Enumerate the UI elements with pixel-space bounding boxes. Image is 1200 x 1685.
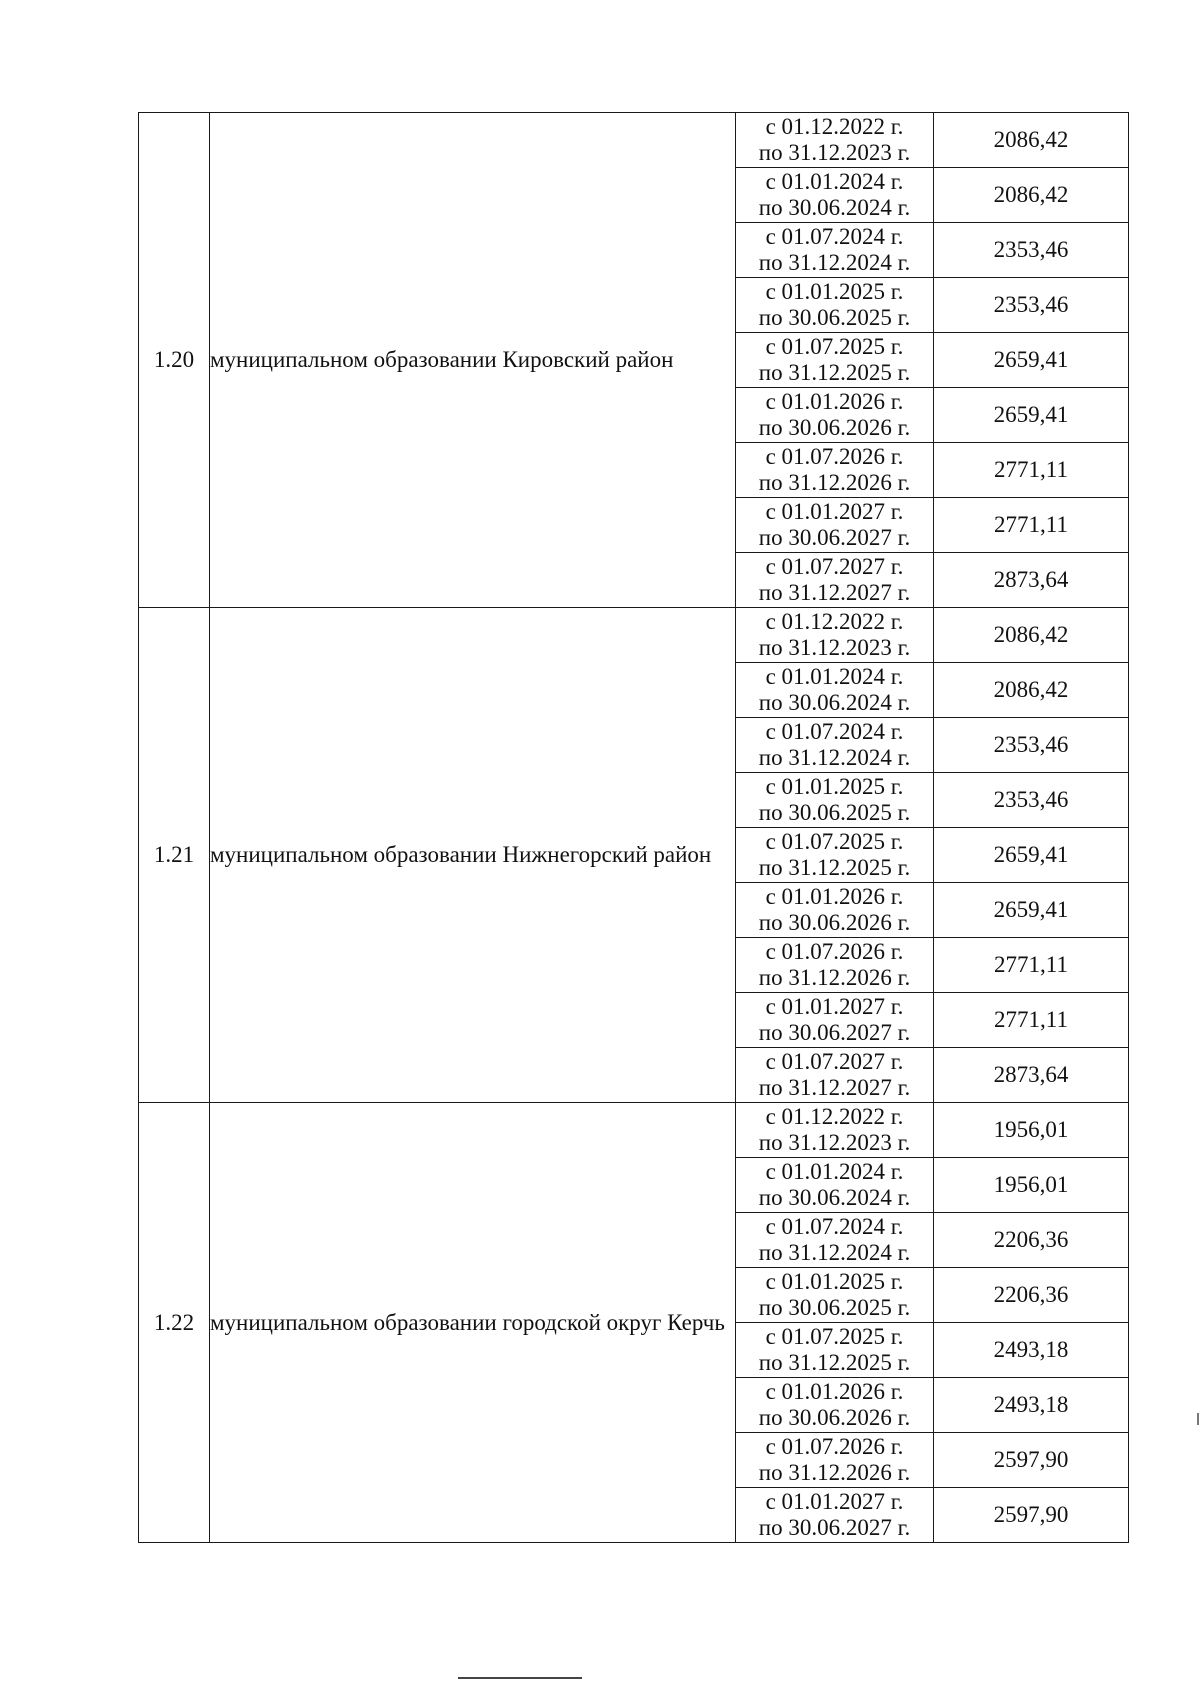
tariff-value: 2873,64 (934, 1048, 1129, 1103)
period-cell (736, 388, 934, 443)
period-cell (736, 1048, 934, 1103)
tariff-value: 2659,41 (934, 333, 1129, 388)
tariff-value: 2206,36 (934, 1268, 1129, 1323)
scan-mark (1197, 1413, 1199, 1425)
period-start: с 01.07.2026 г. (765, 939, 904, 964)
tariff-value: 2353,46 (934, 773, 1129, 828)
table-row (139, 113, 1129, 168)
period-cell (736, 1103, 934, 1158)
tariff-table-body (139, 113, 1129, 1543)
footer-line (458, 1677, 582, 1679)
tariff-value: 2597,90 (934, 1488, 1129, 1543)
period-cell (736, 333, 934, 388)
tariff-value: 2353,46 (934, 223, 1129, 278)
tariff-value: 2086,42 (934, 663, 1129, 718)
period-start: с 01.01.2026 г. (765, 389, 904, 414)
period-cell (736, 1378, 934, 1433)
period-start: с 01.12.2022 г. (765, 609, 904, 634)
tariff-value: 2771,11 (934, 938, 1129, 993)
period-cell (736, 883, 934, 938)
period-cell (736, 608, 934, 663)
period-start: с 01.01.2025 г. (765, 279, 904, 304)
period-cell (736, 1158, 934, 1213)
period-start: с 01.07.2026 г. (765, 444, 904, 469)
period-end: по 30.06.2025 г. (758, 800, 911, 825)
period-cell (736, 553, 934, 608)
tariff-value: 2771,11 (934, 993, 1129, 1048)
period-start: с 01.07.2026 г. (765, 1434, 904, 1459)
period-end: по 31.12.2023 г. (758, 140, 911, 165)
tariff-value: 2659,41 (934, 828, 1129, 883)
period-start: с 01.01.2027 г. (765, 994, 904, 1019)
period-end: по 30.06.2025 г. (758, 1295, 911, 1320)
period-start: с 01.01.2026 г. (765, 1379, 904, 1404)
period-end: по 30.06.2026 г. (758, 1405, 911, 1430)
tariff-value: 2086,42 (934, 608, 1129, 663)
period-cell (736, 168, 934, 223)
tariff-value: 2353,46 (934, 278, 1129, 333)
tariff-table (138, 112, 1129, 1543)
period-cell (736, 663, 934, 718)
period-end: по 31.12.2026 г. (758, 1460, 911, 1485)
table-row (139, 608, 1129, 663)
tariff-value: 2597,90 (934, 1433, 1129, 1488)
period-end: по 30.06.2026 г. (758, 415, 911, 440)
period-cell (736, 1433, 934, 1488)
period-end: по 31.12.2024 г. (758, 1240, 911, 1265)
period-end: по 30.06.2027 г. (758, 525, 911, 550)
period-cell (736, 498, 934, 553)
period-cell (736, 1323, 934, 1378)
municipality-name: муниципальном образовании городской округ Керчь (210, 1103, 736, 1543)
period-start: с 01.01.2024 г. (765, 169, 904, 194)
period-end: по 30.06.2024 г. (758, 1185, 911, 1210)
item-number: 1.22 (139, 1103, 210, 1543)
period-end: по 31.12.2025 г. (758, 360, 911, 385)
period-start: с 01.07.2025 г. (765, 829, 904, 854)
period-cell (736, 278, 934, 333)
tariff-value: 2353,46 (934, 718, 1129, 773)
period-end: по 31.12.2023 г. (758, 635, 911, 660)
period-start: с 01.07.2025 г. (765, 1324, 904, 1349)
tariff-value: 2493,18 (934, 1323, 1129, 1378)
period-end: по 31.12.2026 г. (758, 965, 911, 990)
period-end: по 31.12.2025 г. (758, 855, 911, 880)
period-cell (736, 113, 934, 168)
period-start: с 01.01.2026 г. (765, 884, 904, 909)
tariff-value: 2771,11 (934, 443, 1129, 498)
period-end: по 30.06.2024 г. (758, 195, 911, 220)
period-start: с 01.01.2027 г. (765, 1489, 904, 1514)
period-start: с 01.01.2024 г. (765, 664, 904, 689)
municipality-name: муниципальном образовании Кировский район (210, 113, 736, 608)
period-cell (736, 443, 934, 498)
table-row (139, 1103, 1129, 1158)
period-start: с 01.07.2024 г. (765, 719, 904, 744)
tariff-value: 2086,42 (934, 113, 1129, 168)
period-end: по 30.06.2027 г. (758, 1020, 911, 1045)
tariff-value: 2771,11 (934, 498, 1129, 553)
period-end: по 30.06.2025 г. (758, 305, 911, 330)
tariff-value: 2493,18 (934, 1378, 1129, 1433)
tariff-value: 1956,01 (934, 1158, 1129, 1213)
period-cell (736, 1268, 934, 1323)
period-start: с 01.07.2024 г. (765, 1214, 904, 1239)
period-end: по 31.12.2026 г. (758, 470, 911, 495)
period-cell (736, 993, 934, 1048)
period-end: по 31.12.2024 г. (758, 745, 911, 770)
period-end: по 31.12.2027 г. (758, 580, 911, 605)
period-start: с 01.07.2027 г. (765, 1049, 904, 1074)
period-cell (736, 223, 934, 278)
item-number: 1.20 (139, 113, 210, 608)
period-cell (736, 938, 934, 993)
tariff-value: 2086,42 (934, 168, 1129, 223)
period-start: с 01.12.2022 г. (765, 114, 904, 139)
period-cell (736, 1213, 934, 1268)
period-end: по 31.12.2024 г. (758, 250, 911, 275)
period-end: по 31.12.2025 г. (758, 1350, 911, 1375)
period-cell (736, 773, 934, 828)
period-start: с 01.07.2027 г. (765, 554, 904, 579)
period-start: с 01.07.2025 г. (765, 334, 904, 359)
item-number: 1.21 (139, 608, 210, 1103)
period-start: с 01.07.2024 г. (765, 224, 904, 249)
period-end: по 31.12.2023 г. (758, 1130, 911, 1155)
period-end: по 31.12.2027 г. (758, 1075, 911, 1100)
period-start: с 01.01.2027 г. (765, 499, 904, 524)
period-start: с 01.01.2025 г. (765, 1269, 904, 1294)
period-end: по 30.06.2027 г. (758, 1515, 911, 1540)
tariff-value: 2206,36 (934, 1213, 1129, 1268)
period-start: с 01.01.2024 г. (765, 1159, 904, 1184)
tariff-value: 2659,41 (934, 388, 1129, 443)
tariff-value: 2873,64 (934, 553, 1129, 608)
tariff-value: 2659,41 (934, 883, 1129, 938)
tariff-value: 1956,01 (934, 1103, 1129, 1158)
period-cell (736, 828, 934, 883)
period-cell (736, 718, 934, 773)
municipality-name: муниципальном образовании Нижнегорский район (210, 608, 736, 1103)
period-end: по 30.06.2024 г. (758, 690, 911, 715)
period-end: по 30.06.2026 г. (758, 910, 911, 935)
period-start: с 01.12.2022 г. (765, 1104, 904, 1129)
period-cell (736, 1488, 934, 1543)
period-start: с 01.01.2025 г. (765, 774, 904, 799)
